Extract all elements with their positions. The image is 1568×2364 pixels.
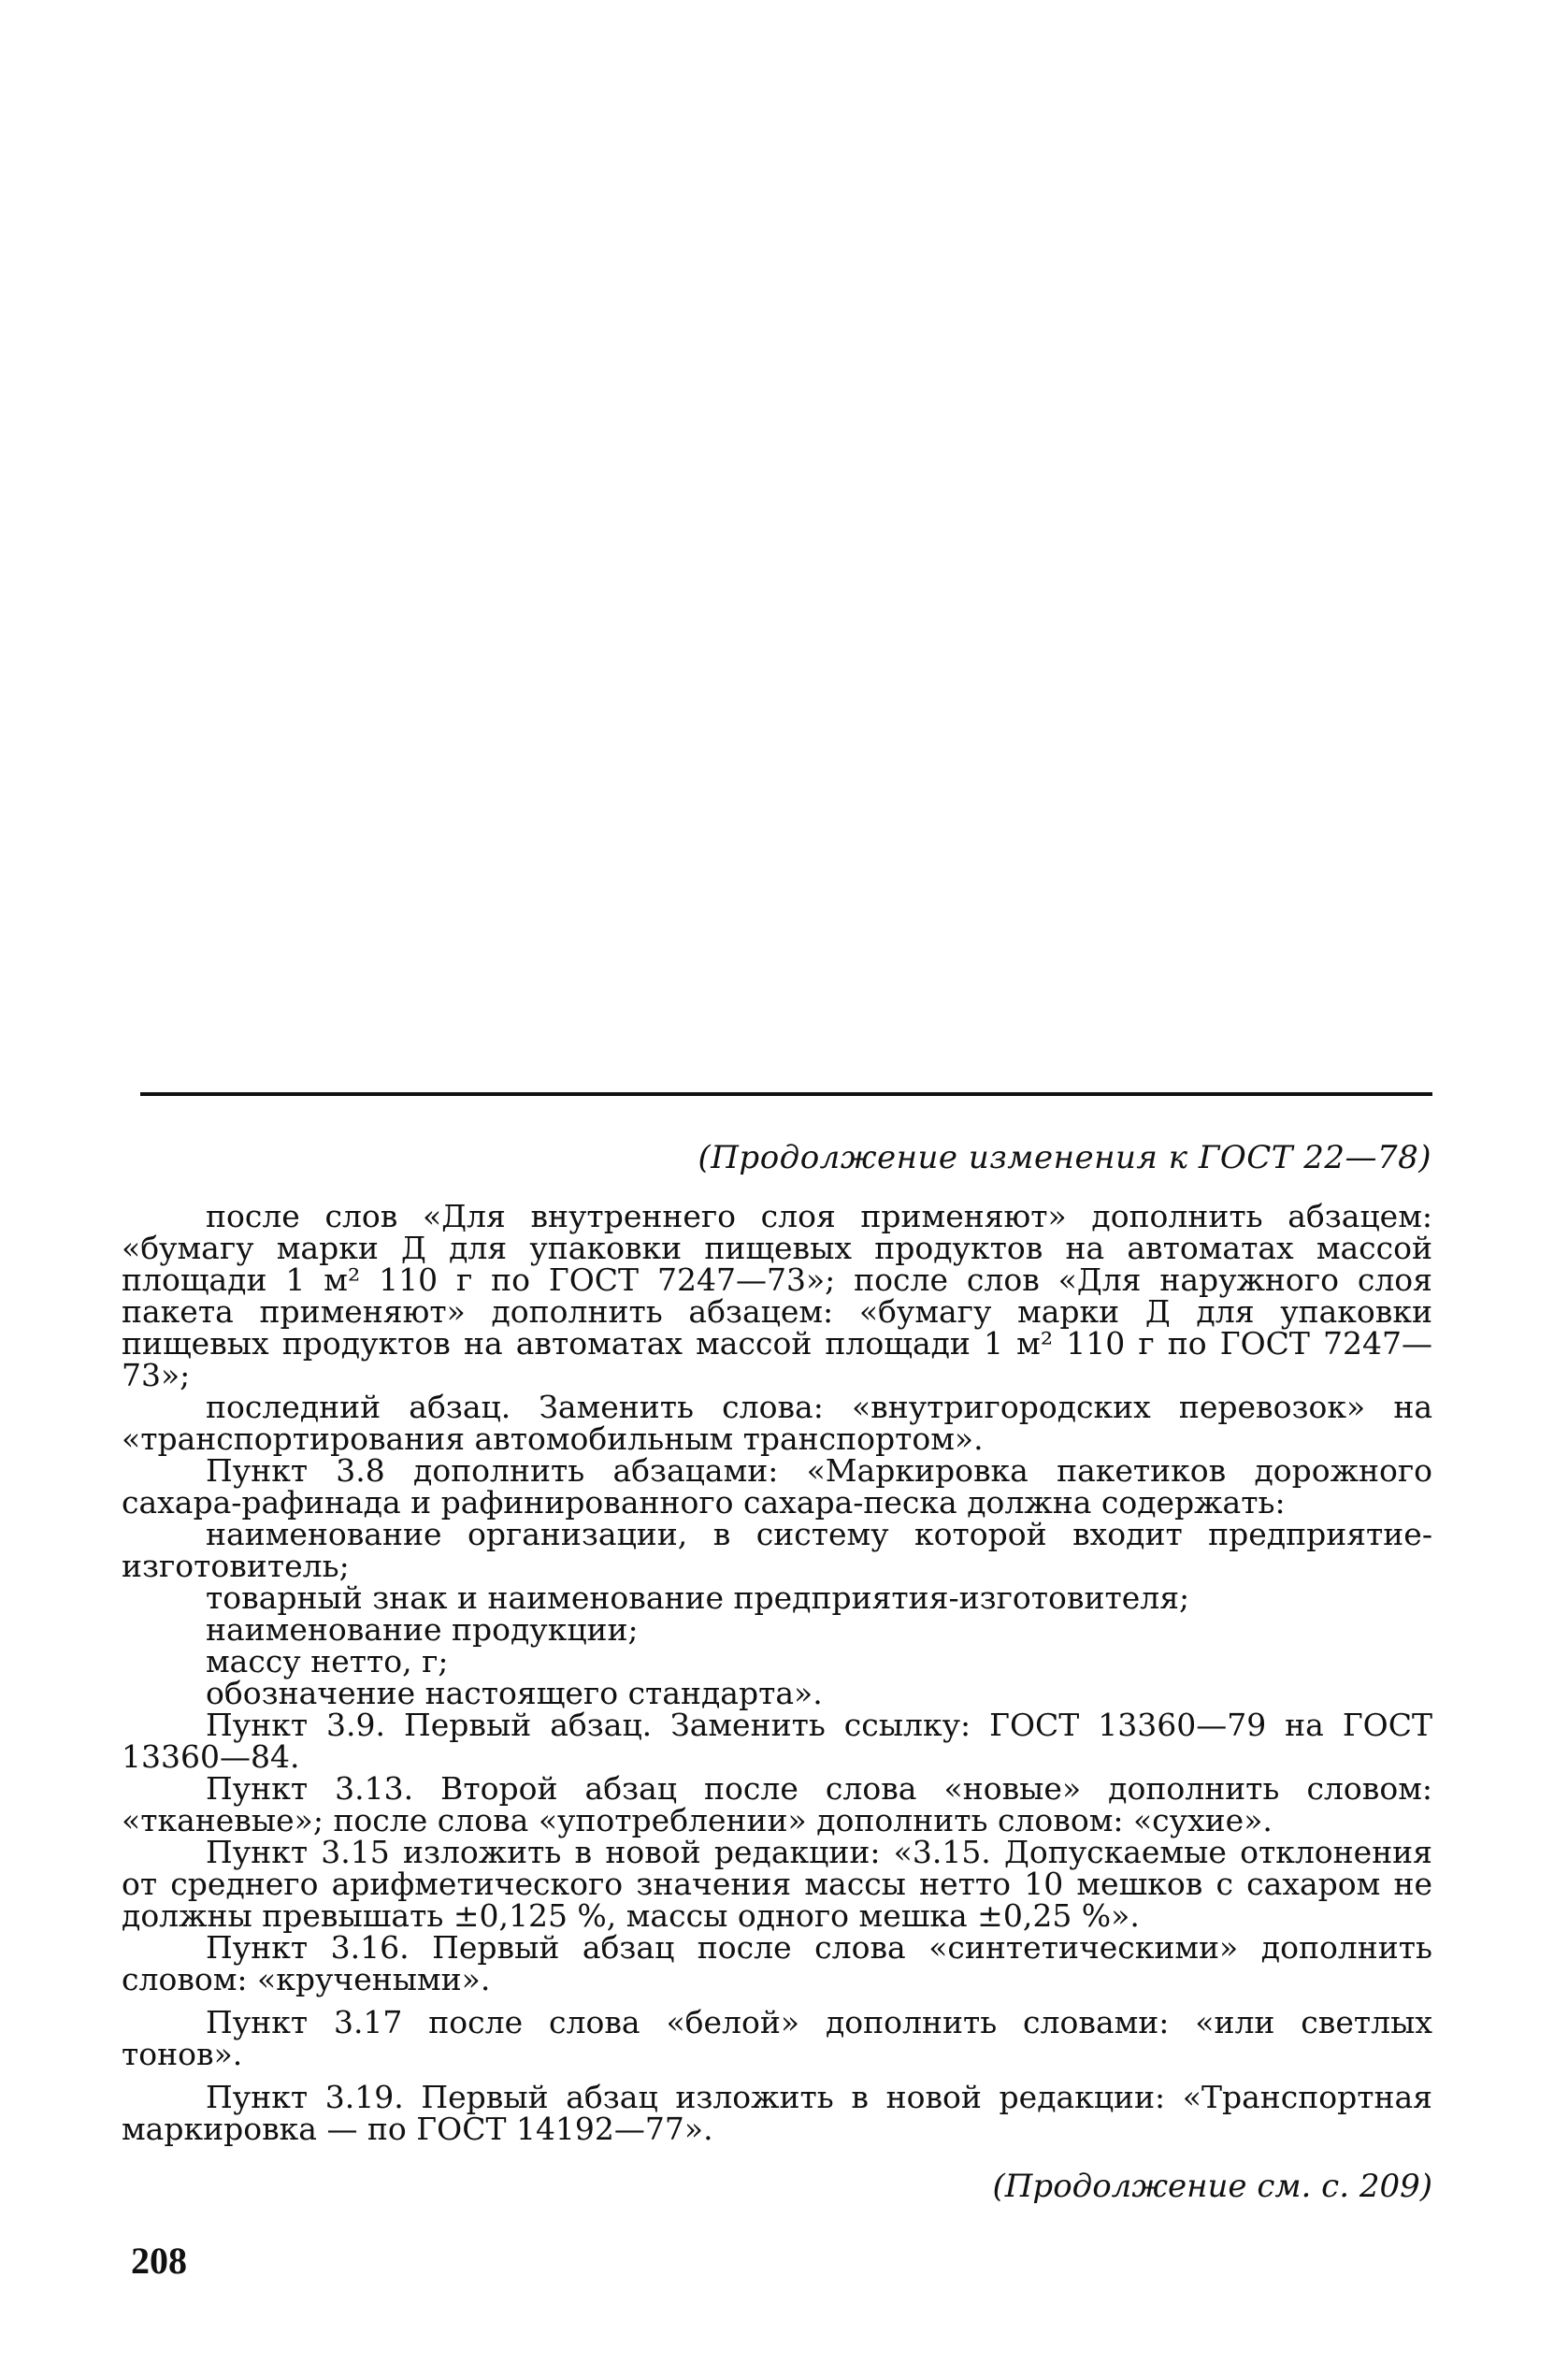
paragraph: обозначение настоящего стандарта».: [206, 1675, 823, 1711]
paragraph: Пункт 3.8 дополнить абзацами: «Маркировка пакетиков дорожного сахара-рафинада и рафинированного сахара-песка должна содержать:: [122, 1452, 1432, 1521]
header-rule: [140, 1092, 1432, 1096]
paragraph: Пункт 3.17 после слова «белой» дополнить словами: «или светлых тонов».: [122, 2004, 1432, 2072]
body-text: [122, 1198, 1432, 2147]
paragraph: Пункт 3.16. Первый абзац после слова «синтетическими» дополнить словом: «кручеными».: [122, 1929, 1432, 1997]
paragraph: после слов «Для внутреннего слоя применяют» дополнить абзацем: «бумагу марки Д для упаковки пищевых продуктов на автоматах массой площади 1 м² 110 г по ГОСТ 7247—73»; после слов «Для наружного слоя пакета применяют» дополнить абзацем: «бумагу марки Д для упаковки пищевых продуктов на автоматах массой площади 1 м² 110 г по ГОСТ 7247—73»;: [122, 1198, 1432, 1393]
page-number: 208: [131, 2240, 187, 2282]
continuation-header: (Продолжение изменения к ГОСТ 22—78): [698, 1139, 1431, 1176]
paragraph: Пункт 3.9. Первый абзац. Заменить ссылку: ГОСТ 13360—79 на ГОСТ 13360—84.: [122, 1707, 1432, 1775]
paragraph: товарный знак и наименование предприятия-изготовителя;: [206, 1579, 1190, 1616]
paragraph: Пункт 3.15 изложить в новой редакции: «3.15. Допускаемые отклонения от среднего арифметического значения массы нетто 10 мешков с сахаром не должны превышать ±0,125 %, массы одного мешка ±0,25 %».: [122, 1834, 1432, 1934]
continuation-footer: (Продолжение см. с. 209): [992, 2168, 1432, 2205]
paragraph: наименование продукции;: [206, 1611, 639, 1648]
paragraph: массу нетто, г;: [206, 1643, 449, 1679]
paragraph: наименование организации, в систему которой входит предприятие-изготовитель;: [122, 1516, 1432, 1584]
paragraph: последний абзац. Заменить слова: «внутригородских перевозок» на «транспортирования автомобильным транспортом».: [122, 1389, 1432, 1457]
paragraph: Пункт 3.19. Первый абзац изложить в новой редакции: «Транспортная маркировка — по ГОСТ 14192—77».: [122, 2079, 1432, 2147]
paragraph: Пункт 3.13. Второй абзац после слова «новые» дополнить словом: «тканевые»; после слова «употреблении» дополнить словом: «сухие».: [122, 1770, 1432, 1838]
